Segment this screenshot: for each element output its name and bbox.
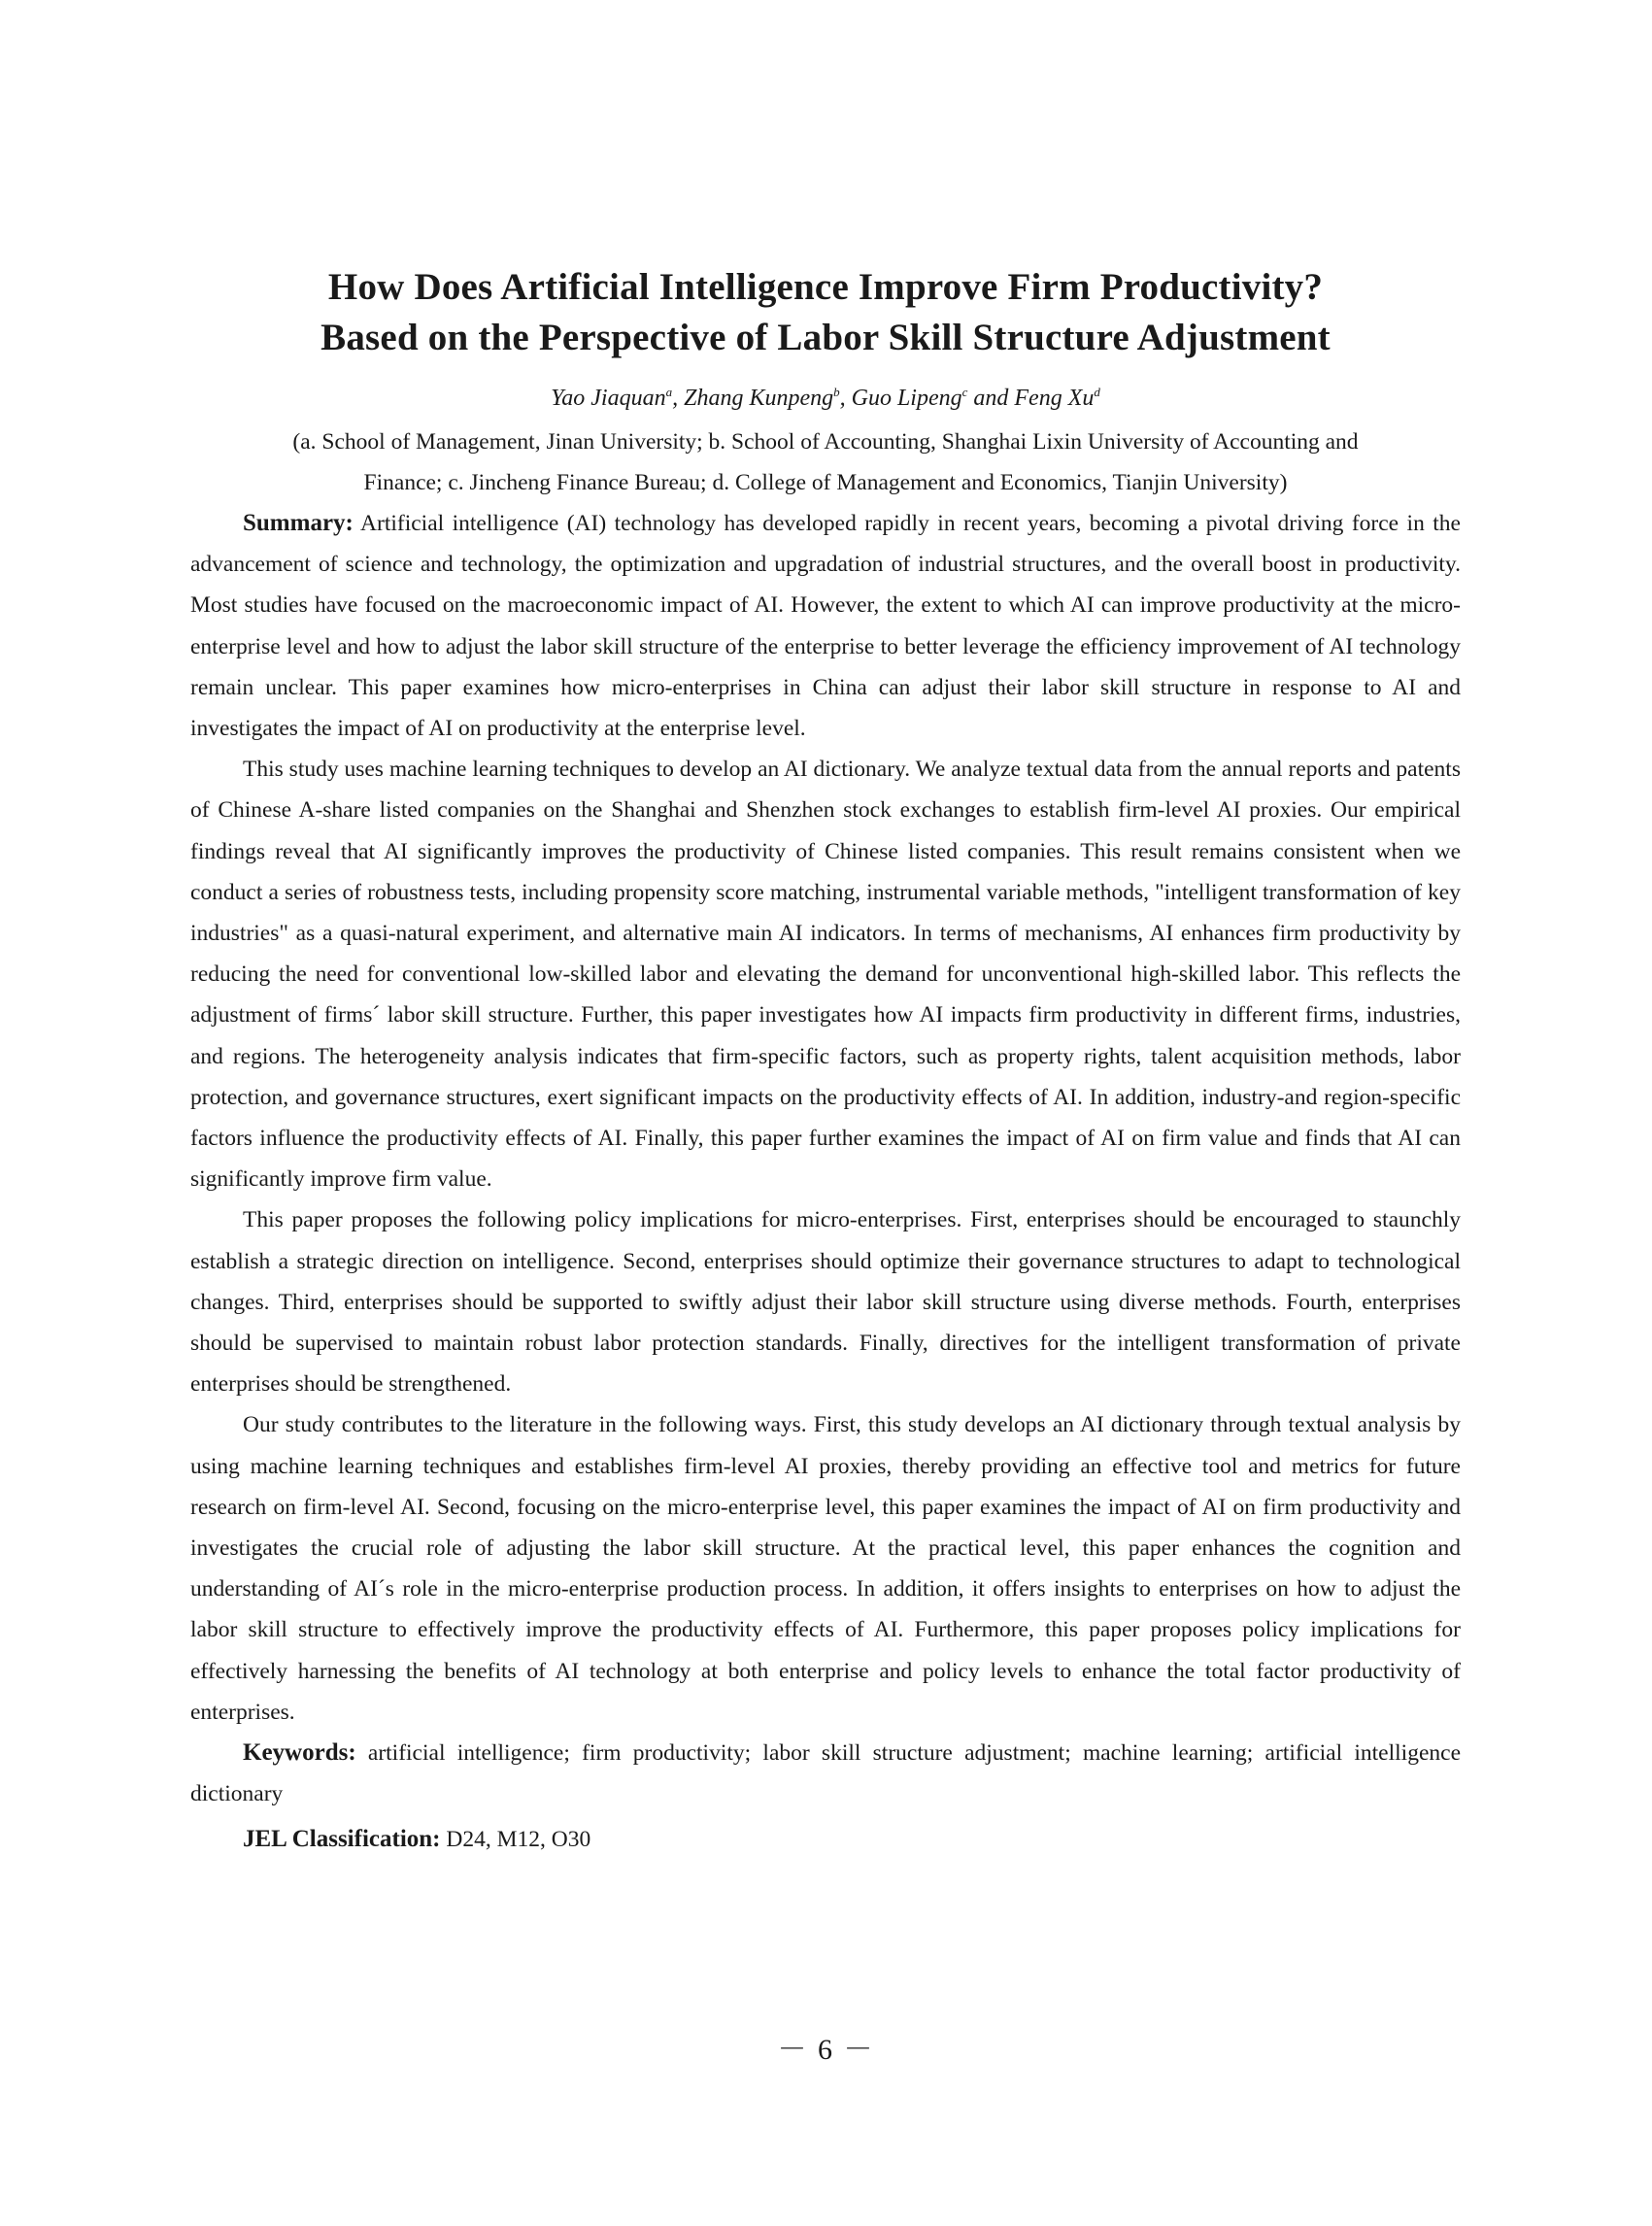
keywords-label: Keywords: [243,1739,356,1767]
author-affiliation-mark: d [1094,385,1100,399]
summary-label: Summary: [243,510,354,536]
author-name: Guo Lipeng [851,386,962,411]
author-separator: and [967,386,1015,411]
body-paragraph-3: Our study contributes to the literature in the following ways. First, this study develops an AI dictionary through textual analysis by using machine learning techniques and establishes firm-level AI proxies, thereby providing an effective tool and metrics for future research on firm-level AI. Second, focusing on the micro-enterprise level, this paper examines the impact of AI on firm productivity and investigates the crucial role of adjusting the labor skill structure. At the practical level, this paper enhances the cognition and understanding of AI´s role in the micro-enterprise production process. In addition, it offers insights to enterprises on how to adjust the labor skill structure to effectively improve the productivity effects of AI. Furthermore, this paper proposes policy implications for effectively harnessing the benefits of AI technology at both enterprise and policy levels to enhance the total factor productivity of enterprises. [190,1412,1461,1725]
author-affiliation-mark: b [833,385,840,399]
keywords-text: artificial intelligence; firm productivity; labor skill structure adjustment; machine learning; artificial intelligence dictionary [190,1740,1461,1807]
page-number: － 6 － [777,2034,875,2066]
body-paragraph-2: This paper proposes the following policy implications for micro-enterprises. First, enterprises should be encouraged to staunchly establish a strategic direction on intelligence. Second, enterprises should optimize their governance structures to adapt to technological changes. Third, enterprises should be supported to swiftly adjust their labor skill structure using diverse methods. Fourth, enterprises should be supervised to maintain robust labor protection standards. Finally, directives for the intelligent transformation of private enterprises should be strengthened. [190,1207,1461,1398]
keywords-paragraph [190,1733,1461,1814]
author-name: Yao Jiaquan [551,386,666,411]
body-paragraph-1: This study uses machine learning techniques to develop an AI dictionary. We analyze textual data from the annual reports and patents of Chinese A-share listed companies on the Shanghai and Shenzhen stock exchanges to establish firm-level AI proxies. Our empirical findings reveal that AI significantly improves the productivity of Chinese listed companies. This result remains consistent when we conduct a series of robustness tests, including propensity score matching, instrumental variable methods, "intelligent transformation of key industries" as a quasi-natural experiment, and alternative main AI indicators. In terms of mechanisms, AI enhances firm productivity by reducing the need for conventional low-skilled labor and elevating the demand for unconventional high-skilled labor. This reflects the adjustment of firms´ labor skill structure. Further, this paper investigates how AI impacts firm productivity in different firms, industries, and regions. The heterogeneity analysis indicates that firm-specific factors, such as property rights, talent acquisition methods, labor protection, and governance structures, exert significant impacts on the productivity effects of AI. In addition, industry-and region-specific factors influence the productivity effects of AI. Finally, this paper further examines the impact of AI on firm value and finds that AI can significantly improve firm value. [190,757,1461,1193]
author-separator: , [839,386,852,411]
jel-classification [190,1819,1461,1860]
author-name: Feng Xu [1014,386,1095,411]
author-separator: , [672,386,685,411]
author-list [190,381,1461,416]
author-affiliation-mark: a [665,385,673,399]
jel-label: JEL Classification: [243,1825,441,1852]
affiliations [190,422,1461,503]
title-line-1: How Does Artificial Intelligence Improve Firm Productivity? [327,266,1324,308]
jel-codes: D24, M12, O30 [440,1826,591,1852]
affiliation-line-2: Finance; c. Jincheng Finance Bureau; d. College of Management and Economics, Tianjin University) [363,470,1288,495]
summary-text: Artificial intelligence (AI) technology has developed rapidly in recent years, becoming a pivotal driving force in the advancement of science and technology, the optimization and upgradation of industrial structures, and the overall boost in productivity. Most studies have focused on the macroeconomic impact of AI. However, the extent to which AI can improve productivity at the micro-enterprise level and how to adjust the labor skill structure of the enterprise to better leverage the efficiency improvement of AI technology remain unclear. This paper examines how micro-enterprises in China can adjust their labor skill structure in response to AI and investigates the impact of AI on productivity at the enterprise level. [190,511,1461,742]
paper-page [190,262,1461,1860]
paper-title [190,262,1461,363]
author-affiliation-mark: c [961,385,968,399]
title-line-2: Based on the Perspective of Labor Skill Structure Adjustment [320,317,1331,358]
affiliation-line-1: (a. School of Management, Jinan University; b. School of Accounting, Shanghai Lixin University of Accounting and [292,429,1359,455]
author-name: Zhang Kunpeng [684,386,834,411]
summary-paragraph [190,503,1461,749]
